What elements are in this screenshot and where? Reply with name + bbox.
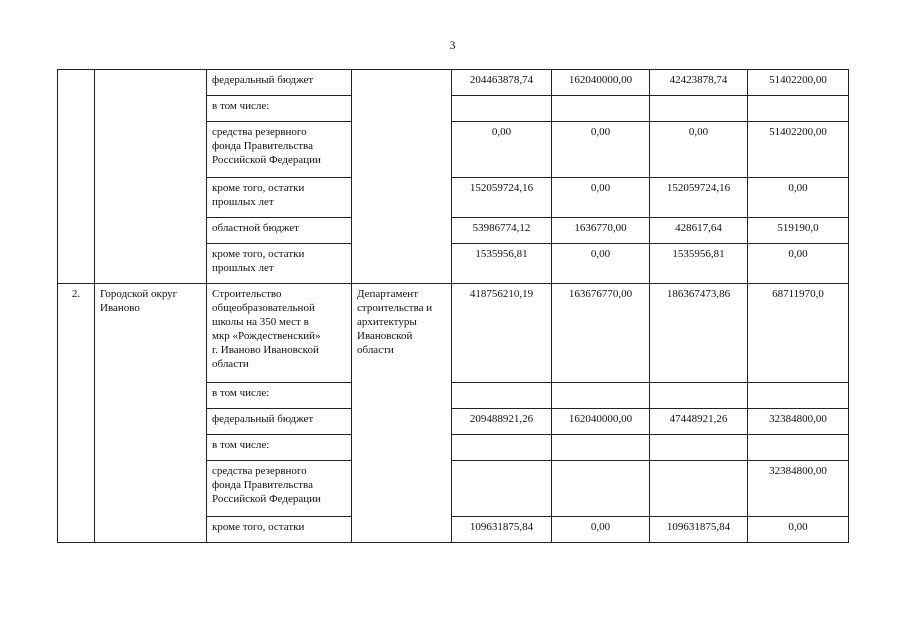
value-col3: [650, 461, 748, 517]
row-label: кроме того, остатки прошлых лет: [207, 244, 352, 284]
row-label: средства резервного фонда Правительства Российской Федерации: [207, 461, 352, 517]
row-label: кроме того, остатки: [207, 517, 352, 543]
value-total: 152059724,16: [452, 178, 552, 218]
value-col3: 152059724,16: [650, 178, 748, 218]
value-col3: [650, 383, 748, 409]
value-col4: [748, 96, 849, 122]
value-col4: 32384800,00: [748, 409, 849, 435]
budget-table: [57, 69, 849, 543]
value-col3: 47448921,26: [650, 409, 748, 435]
entry1-number-cell: [58, 70, 95, 284]
value-total: 53986774,12: [452, 218, 552, 244]
value-col3: 0,00: [650, 122, 748, 178]
value-total: 1535956,81: [452, 244, 552, 284]
value-col2: 0,00: [552, 122, 650, 178]
value-col2: 163676770,00: [552, 284, 650, 383]
value-col2: [552, 383, 650, 409]
page-number: 3: [449, 38, 456, 52]
value-col4: [748, 435, 849, 461]
entry2-object: Строительство общеобразовательной школы на 350 мест в мкр «Рождественский» г. Иваново Ивановской области: [207, 284, 352, 383]
value-total: [452, 435, 552, 461]
value-col2: 1636770,00: [552, 218, 650, 244]
entry1-municipality-cell: [95, 70, 207, 284]
table-row: [58, 284, 849, 383]
value-col4: 519190,0: [748, 218, 849, 244]
value-col4: [748, 383, 849, 409]
value-col4: 51402200,00: [748, 70, 849, 96]
value-total: 209488921,26: [452, 409, 552, 435]
value-col2: [552, 461, 650, 517]
value-total: 109631875,84: [452, 517, 552, 543]
value-col4: 0,00: [748, 517, 849, 543]
entry1-department-cell: [352, 70, 452, 284]
row-label: федеральный бюджет: [207, 409, 352, 435]
value-col4: 51402200,00: [748, 122, 849, 178]
value-col3: 428617,64: [650, 218, 748, 244]
value-col3: 42423878,74: [650, 70, 748, 96]
row-label: средства резервного фонда Правительства Российской Федерации: [207, 122, 352, 178]
row-label: в том числе:: [207, 96, 352, 122]
value-col3: 1535956,81: [650, 244, 748, 284]
value-col4: 32384800,00: [748, 461, 849, 517]
value-total: 0,00: [452, 122, 552, 178]
value-col2: [552, 96, 650, 122]
value-total: [452, 461, 552, 517]
row-label: в том числе:: [207, 435, 352, 461]
table-row: [58, 70, 849, 96]
value-total: [452, 96, 552, 122]
value-col2: 0,00: [552, 244, 650, 284]
entry2-number: 2.: [58, 284, 95, 543]
value-col2: 0,00: [552, 178, 650, 218]
value-total: [452, 383, 552, 409]
value-total: 418756210,19: [452, 284, 552, 383]
value-col4: 0,00: [748, 244, 849, 284]
value-col2: 162040000,00: [552, 409, 650, 435]
value-col2: 162040000,00: [552, 70, 650, 96]
entry2-municipality: Городской округ Иваново: [95, 284, 207, 543]
value-col3: [650, 435, 748, 461]
value-col4: 68711970,0: [748, 284, 849, 383]
row-label: областной бюджет: [207, 218, 352, 244]
value-col2: 0,00: [552, 517, 650, 543]
row-label: федеральный бюджет: [207, 70, 352, 96]
value-total: 204463878,74: [452, 70, 552, 96]
value-col4: 0,00: [748, 178, 849, 218]
value-col3: [650, 96, 748, 122]
row-label: в том числе:: [207, 383, 352, 409]
value-col2: [552, 435, 650, 461]
row-label: кроме того, остатки прошлых лет: [207, 178, 352, 218]
entry2-department: Департамент строительства и архитектуры Ивановской области: [352, 284, 452, 543]
value-col3: 109631875,84: [650, 517, 748, 543]
value-col3: 186367473,86: [650, 284, 748, 383]
